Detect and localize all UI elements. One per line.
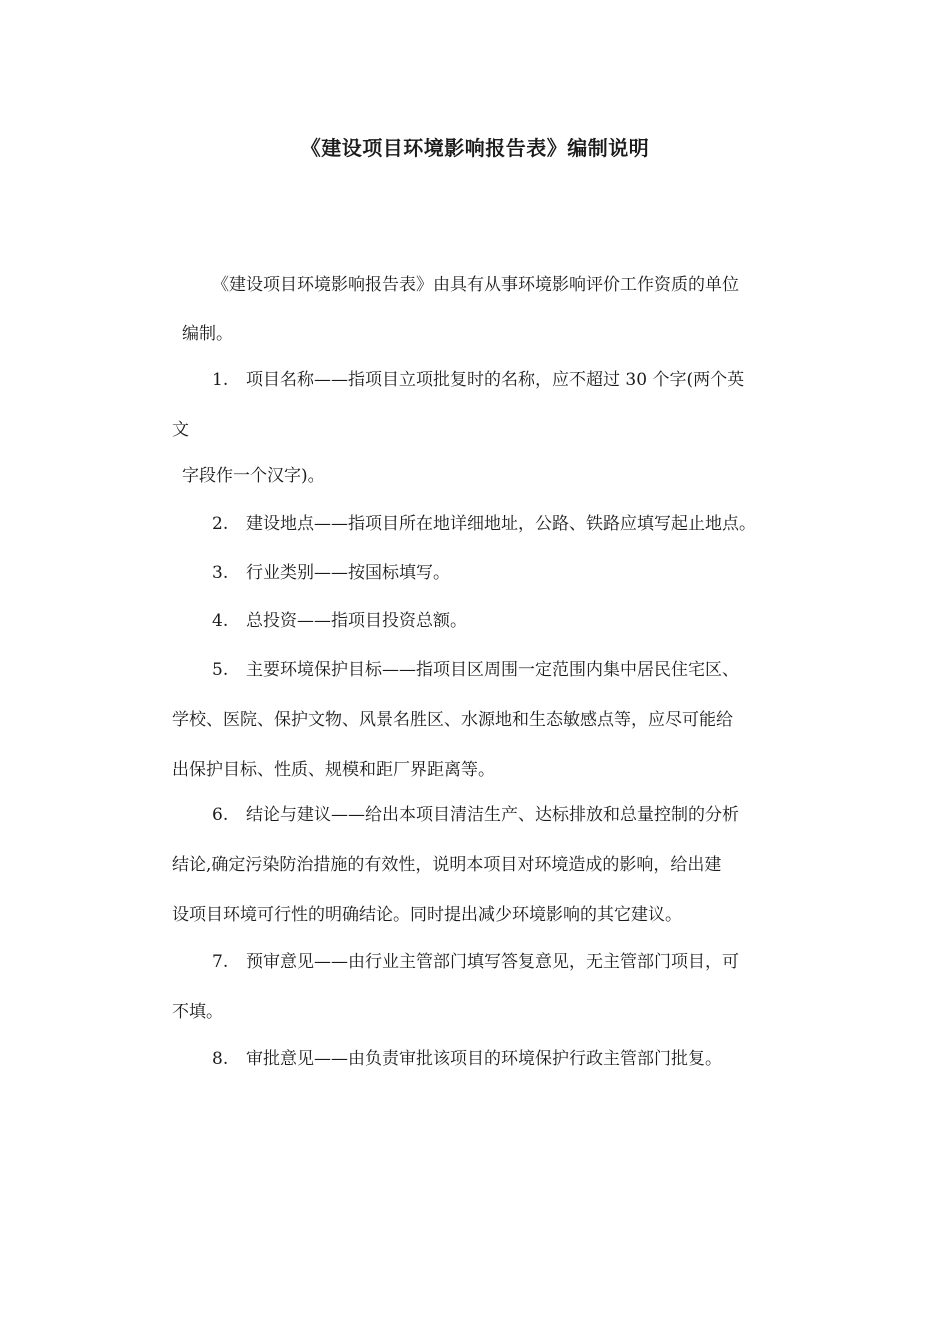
item-number: 7. [212,952,229,972]
item-7-line-2: 不填。 [172,1002,223,1022]
item-7-line-1 [212,950,739,974]
item-text: 结论与建议——给出本项目清洁生产、达标排放和总量控制的分析 [246,805,739,825]
item-number: 6. [212,805,229,825]
item-5-line-1 [212,658,739,682]
item-6-line-1 [212,803,739,827]
item-1-line-2: 文 [172,420,189,440]
item-2-line-1 [212,512,756,536]
intro-line-1: 《建设项目环境影响报告表》由具有从事环境影响评价工作资质的单位 [212,275,739,295]
item-text: 行业类别——按国标填写。 [246,563,450,583]
item-6-line-2: 结论,确定污染防治措施的有效性，说明本项目对环境造成的影响，给出建 [172,855,722,875]
item-text: 项目名称——指项目立项批复时的名称，应不超过 30 个字(两个英 [246,370,745,390]
item-1-line-3: 字段作一个汉字)。 [182,466,325,486]
item-number: 5. [212,660,229,680]
item-number: 2. [212,514,229,534]
item-6-line-3: 设项目环境可行性的明确结论。同时提出减少环境影响的其它建议。 [172,905,682,925]
item-text: 总投资——指项目投资总额。 [246,611,467,631]
item-5-line-2: 学校、医院、保护文物、风景名胜区、水源地和生态敏感点等，应尽可能给 [172,710,733,730]
item-text: 主要环境保护目标——指项目区周围一定范围内集中居民住宅区、 [246,660,739,680]
item-1-line-1 [212,368,744,392]
item-5-line-3: 出保护目标、性质、规模和距厂界距离等。 [172,760,495,780]
item-number: 4. [212,611,229,631]
item-4-line-1 [212,609,467,633]
item-3-line-1 [212,561,450,585]
item-number: 3. [212,563,229,583]
item-number: 8. [212,1049,229,1069]
item-text: 审批意见——由负责审批该项目的环境保护行政主管部门批复。 [246,1049,722,1069]
intro-line-2: 编制。 [182,324,233,344]
item-text: 预审意见——由行业主管部门填写答复意见，无主管部门项目，可 [246,952,739,972]
document-title: 《建设项目环境影响报告表》编制说明 [300,136,650,160]
item-8-line-1 [212,1047,722,1071]
item-number: 1. [212,370,229,390]
item-text: 建设地点——指项目所在地详细地址，公路、铁路应填写起止地点。 [246,514,756,534]
